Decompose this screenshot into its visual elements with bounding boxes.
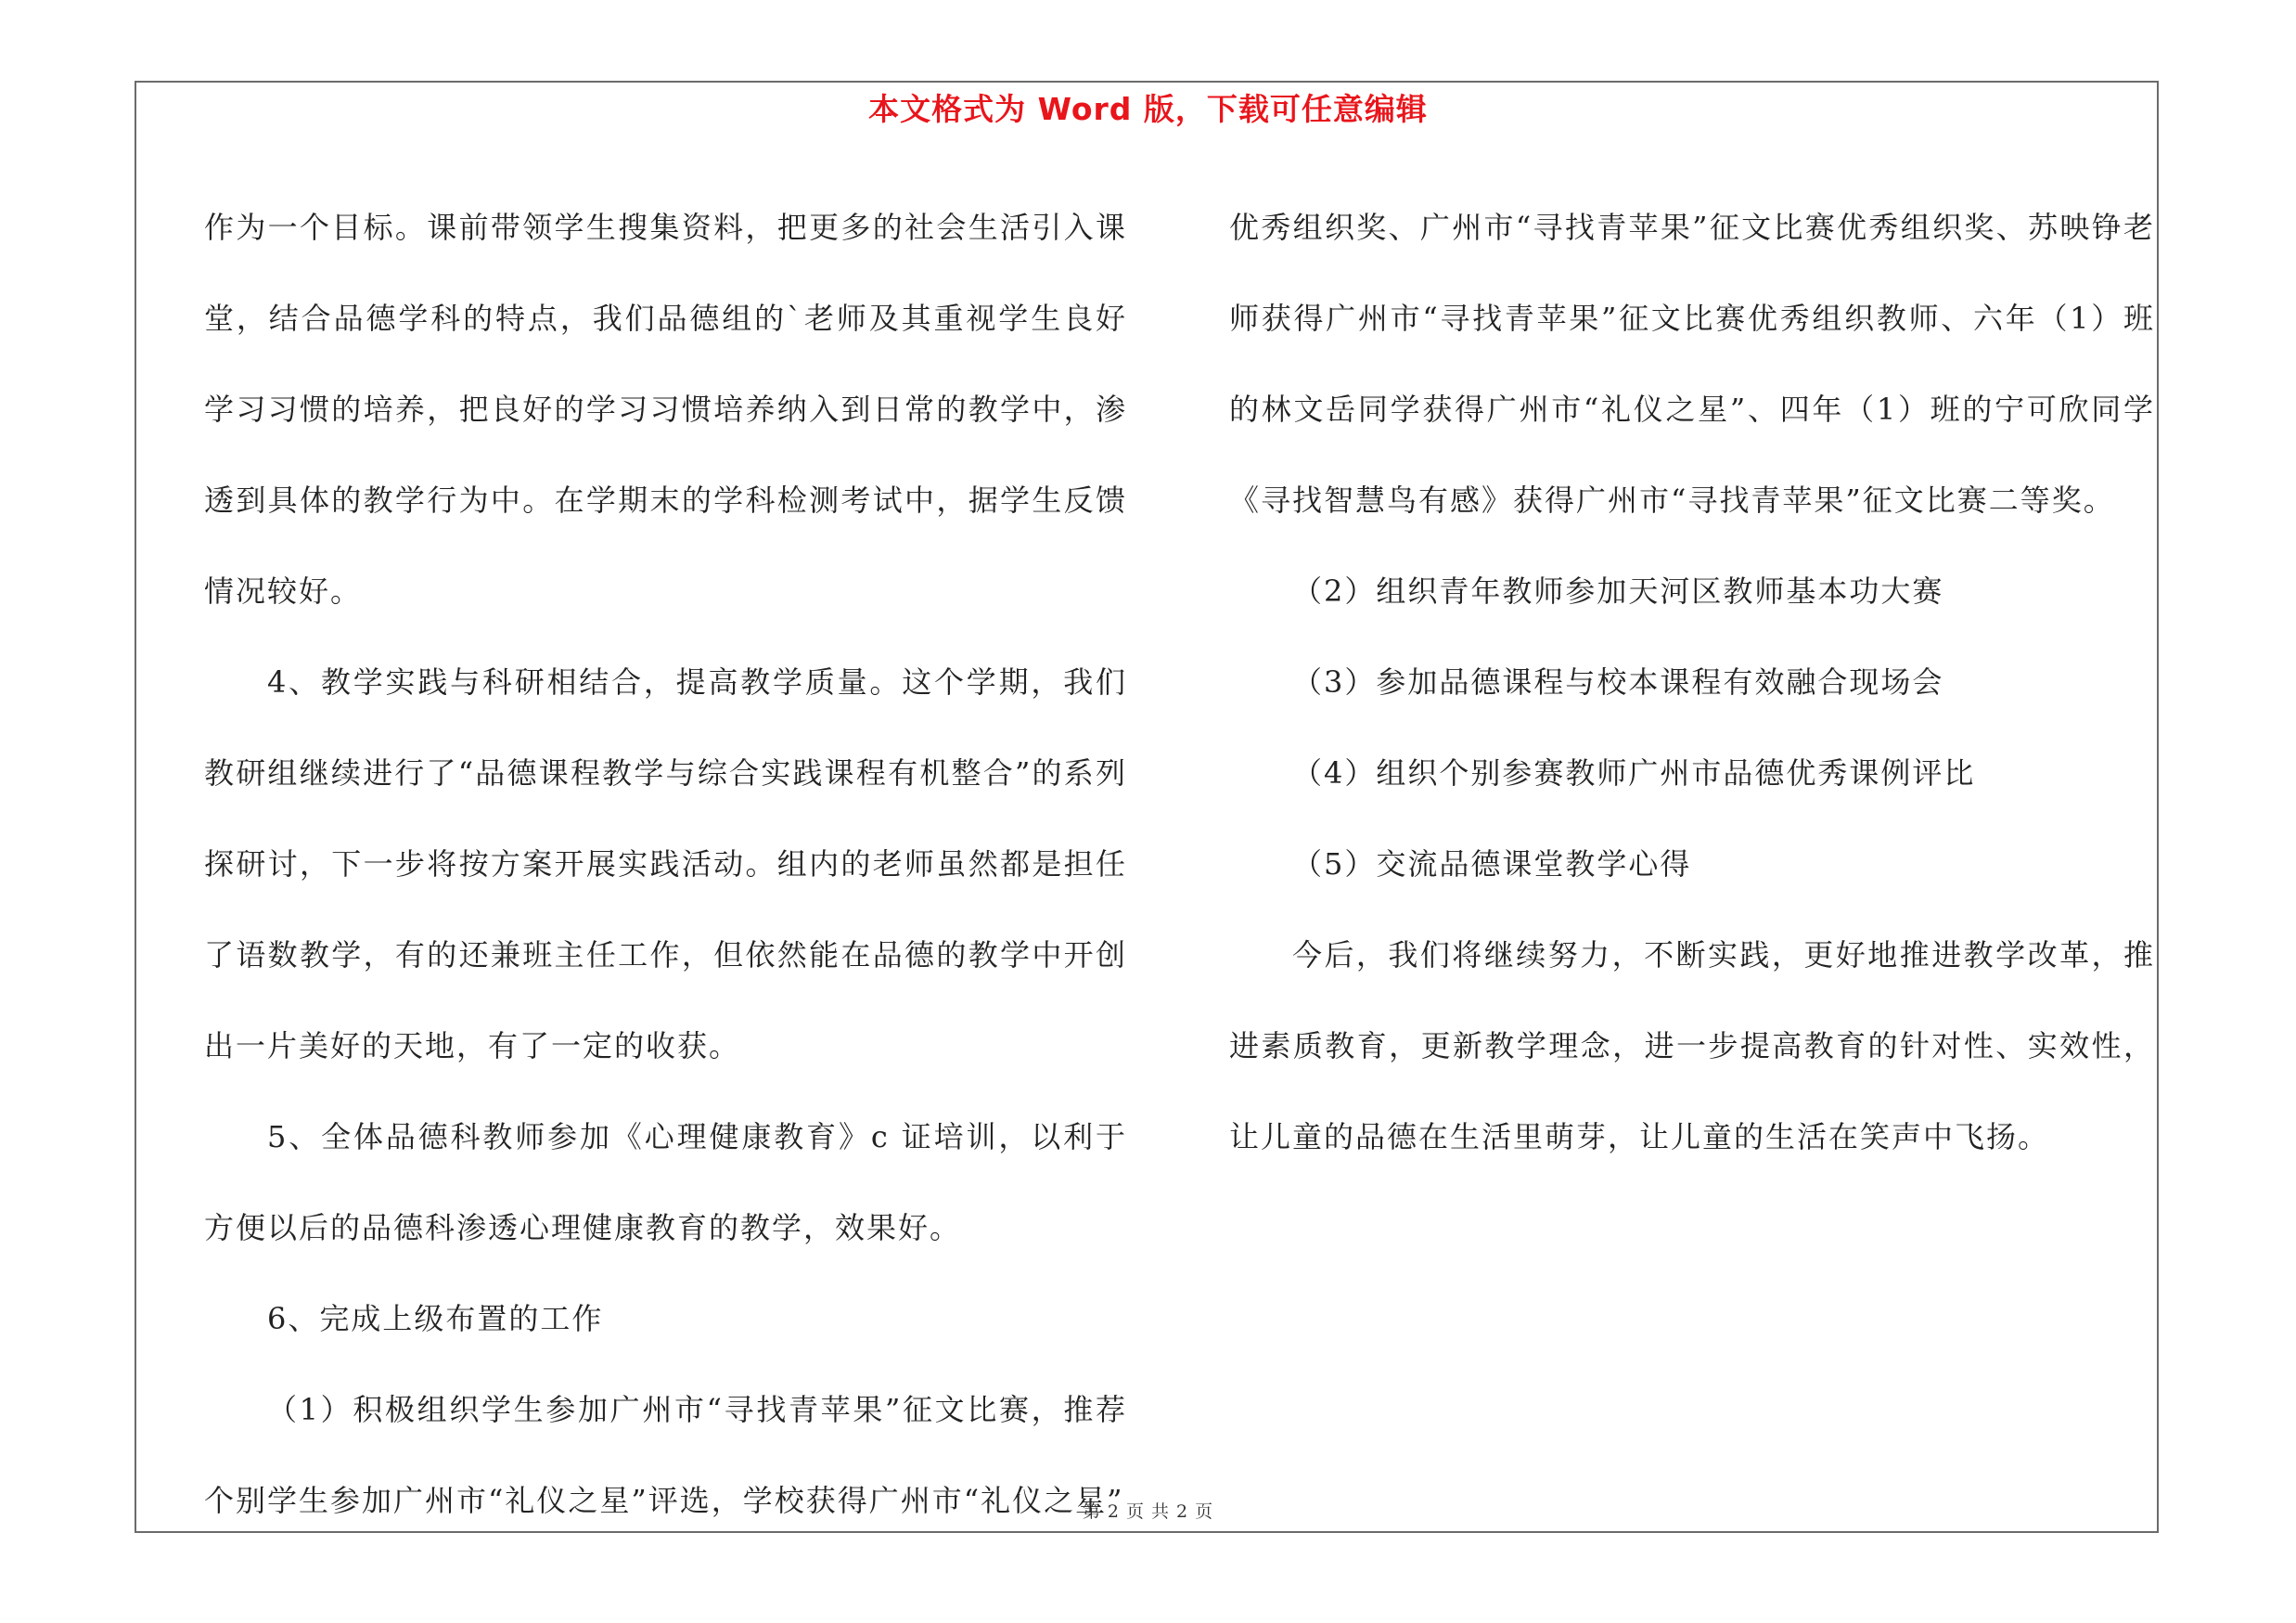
paragraph: （3）参加品德课程与校本课程有效融合现场会 (1292, 664, 1944, 700)
page-number: 第 2 页 共 2 页 (1082, 1501, 1214, 1522)
right-column (1229, 182, 2155, 1182)
paragraph: （5）交流品德课堂教学心得 (1292, 846, 1692, 882)
paragraph: 6、完成上级布置的工作 (267, 1301, 604, 1336)
paragraph: 优秀组织奖、广州市“寻找青苹果”征文比赛优秀组织奖、苏映铮老师获得广州市“寻找青苹果”征文比赛优秀组织教师、六年（1）班的林文岳同学获得广州市“礼仪之星”、四年（1）班的宁可欣同学《寻找智慧鸟有感》获得广州市“寻找青苹果”征文比赛二等奖。 (1229, 210, 2155, 518)
paragraph: （1）积极组织学生参加广州市“寻找青苹果”征文比赛，推荐个别学生参加广州市“礼仪之星”评选，学校获得广州市“礼仪之星” (204, 1392, 1127, 1518)
paragraph: 4、教学实践与科研相结合，提高教学质量。这个学期，我们教研组继续进行了“品德课程教学与综合实践课程有机整合”的系列探研讨，下一步将按方案开展实践活动。组内的老师虽然都是担任了语数教学，有的还兼班主任工作，但依然能在品德的教学中开创出一片美好的天地，有了一定的收获。 (204, 664, 1127, 1063)
paragraph: 作为一个目标。课前带领学生搜集资料，把更多的社会生活引入课堂，结合品德学科的特点，我们品德组的`老师及其重视学生良好学习习惯的培养，把良好的学习习惯培养纳入到日常的教学中，渗透到具体的教学行为中。在学期末的学科检测考试中，据学生反馈情况较好。 (204, 210, 1127, 609)
paragraph: 今后，我们将继续努力，不断实践，更好地推进教学改革，推进素质教育，更新教学理念，进一步提高教育的针对性、实效性，让儿童的品德在生活里萌芽，让儿童的生活在笑声中飞扬。 (1229, 937, 2155, 1154)
format-banner: 本文格式为 Word 版，下载可任意编辑 (868, 91, 1428, 127)
paragraph: （2）组织青年教师参加天河区教师基本功大赛 (1292, 573, 1944, 609)
paragraph: （4）组织个别参赛教师广州市品德优秀课例评比 (1292, 755, 1976, 791)
left-column (204, 182, 1127, 1546)
paragraph: 5、全体品德科教师参加《心理健康教育》c 证培训，以利于方便以后的品德科渗透心理健康教育的教学，效果好。 (204, 1119, 1127, 1245)
